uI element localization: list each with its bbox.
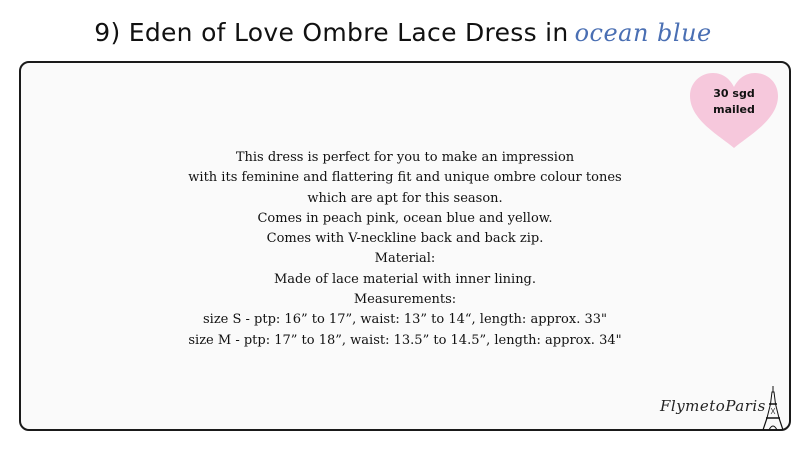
description-line: which are apt for this season.: [307, 190, 503, 206]
eiffel-tower-icon: [762, 386, 784, 430]
description-line: with its feminine and flattering fit and unique ombre colour tones: [188, 170, 622, 186]
page-title: [0, 18, 806, 47]
price-badge-text: [686, 86, 782, 118]
description-line: Material:: [374, 251, 436, 267]
description-text: [19, 148, 791, 351]
description-line: Made of lace material with inner lining.: [273, 271, 537, 287]
price-badge-line1: 30 sgd: [713, 87, 755, 100]
description-line: Comes with V-neckline back and back zip.: [266, 231, 544, 247]
title-main: 9) Eden of Love Ombre Lace Dress in: [94, 18, 569, 47]
description-line: Comes in peach pink, ocean blue and yellow.: [257, 210, 553, 226]
price-badge-line2: mailed: [713, 103, 755, 116]
description-line: size S - ptp: 16” to 17”, waist: 13” to 14“, length: approx. 33": [202, 312, 607, 328]
title-color-word: ocean blue: [574, 19, 712, 47]
description-line: This dress is perfect for you to make an impression: [235, 150, 575, 165]
description-line: Measurements:: [353, 292, 457, 308]
description-line: size M - ptp: 17” to 18”, waist: 13.5” to 14.5”, length: approx. 34": [188, 332, 622, 348]
price-badge: [686, 70, 782, 150]
brand-logo-text: FlymetoParis: [660, 397, 766, 415]
